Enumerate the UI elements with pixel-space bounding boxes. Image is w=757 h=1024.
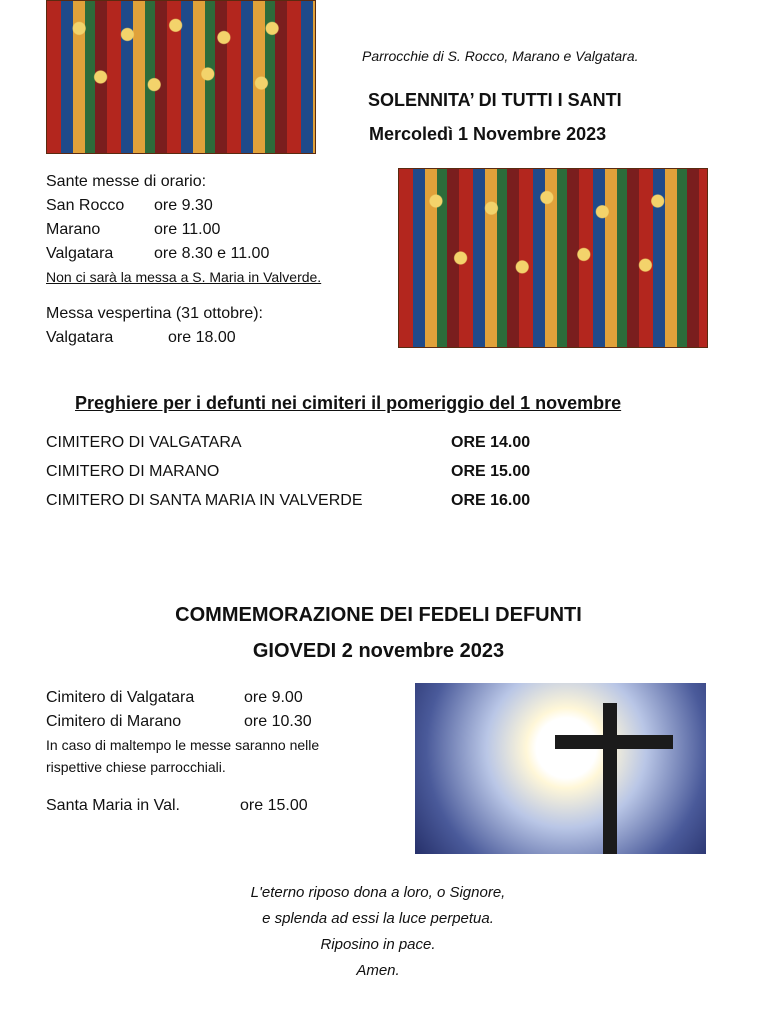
saints-painting-right xyxy=(398,168,708,348)
saints-painting-top xyxy=(46,0,316,154)
prayers-table xyxy=(46,434,606,521)
prayer-line: Riposino in pace. xyxy=(320,936,436,953)
feast-date: Mercoledì 1 Novembre 2023 xyxy=(369,124,607,144)
prayer-row: CIMITERO DI MARANO ORE 15.00 xyxy=(46,463,531,480)
prayer-line: Amen. xyxy=(356,962,400,979)
vespers-heading: Messa vespertina (31 ottobre): xyxy=(46,305,263,322)
cemetery-mass-row: Cimitero di Marano ore 10.30 xyxy=(46,713,312,730)
feast-title: SOLENNITA’ DI TUTTI I SANTI xyxy=(368,90,622,110)
masses-note: Non ci sarà la messa a S. Maria in Valverde. xyxy=(46,269,322,285)
weather-note-line2: rispettive chiese parrocchiali. xyxy=(46,759,226,775)
mass-row: Valgatara ore 8.30 e 11.00 xyxy=(46,245,270,262)
parishes-line: Parrocchie di S. Rocco, Marano e Valgatara. xyxy=(362,48,639,64)
prayer-line: L'eterno riposo dona a loro, o Signore, xyxy=(250,884,506,901)
masses-block xyxy=(46,170,386,350)
commemoration-title: COMMEMORAZIONE DEI FEDELI DEFUNTI xyxy=(175,604,582,626)
vespers-row: Valgatara ore 18.00 xyxy=(46,329,236,346)
commemoration-date: GIOVEDI 2 novembre 2023 xyxy=(252,640,505,662)
prayer-row: CIMITERO DI VALGATARA ORE 14.00 xyxy=(46,434,531,451)
closing-prayer xyxy=(178,880,578,984)
commemoration-block xyxy=(46,686,406,818)
mass-row: Marano ore 11.00 xyxy=(46,221,221,238)
cross-icon xyxy=(603,703,617,854)
cemetery-mass-row: Cimitero di Valgatara ore 9.00 xyxy=(46,689,303,706)
prayer-row: CIMITERO DI SANTA MARIA IN VALVERDE ORE 16.00 xyxy=(46,492,531,509)
prayers-heading: Preghiere per i defunti nei cimiteri il pomeriggio del 1 novembre xyxy=(75,393,622,413)
cross-photo xyxy=(415,683,706,854)
weather-note-line1: In caso di maltempo le messe saranno nelle xyxy=(46,737,320,753)
masses-heading: Sante messe di orario: xyxy=(46,173,207,190)
santa-maria-row: Santa Maria in Val. ore 15.00 xyxy=(46,797,308,814)
prayer-line: e splenda ad essi la luce perpetua. xyxy=(262,910,494,927)
mass-row: San Rocco ore 9.30 xyxy=(46,197,213,214)
